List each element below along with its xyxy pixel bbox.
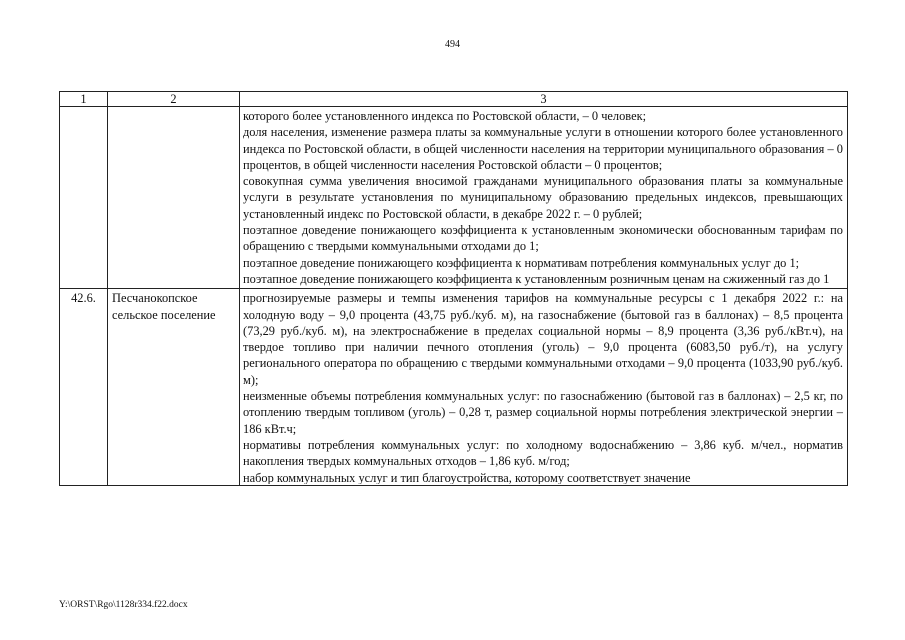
header-col-2: 2 — [108, 92, 240, 107]
paragraph: совокупная сумма увеличения вносимой гражданами муниципального образования платы за коммунальные услуги в результате установления по муниципальному образованию предельных индексов, превышающих установленный индекс по Ростовской области, в декабре 2022 г. – 0 рублей; — [243, 174, 843, 221]
paragraph: поэтапное доведение понижающего коэффициента к установленным розничным ценам на сжиженный газ до 1 — [243, 271, 830, 286]
table-row — [60, 289, 848, 485]
row-content — [240, 289, 848, 485]
table-row — [60, 107, 848, 289]
paragraph: доля населения, изменение размера платы за коммунальные услуги в отношении которого более установленного индекса по Ростовской области, в общей численности населения на территории муниципального образования – 0 процентов, в общей численности населения Ростовской области – 0 процентов; — [243, 125, 843, 172]
row-number — [60, 107, 108, 289]
document-table — [59, 91, 848, 486]
table-header-row — [60, 92, 848, 107]
paragraph: поэтапное доведение понижающего коэффициента к нормативам потребления коммунальных услуг до 1; — [243, 255, 800, 270]
header-col-3: 3 — [240, 92, 848, 107]
paragraph: набор коммунальных услуг и тип благоустройства, которому соответствует значение — [243, 470, 691, 484]
page-number: 494 — [445, 39, 460, 50]
footer-file-path: Y:\ORST\Rgo\1128r334.f22.docx — [59, 600, 188, 610]
row-content — [240, 107, 848, 289]
paragraph: неизменные объемы потребления коммунальных услуг: по газоснабжению (бытовой газ в баллонах) – 2,5 кг, по отоплению твердым топливом (уголь) – 0,28 т, размер социальной нормы потребления электрической энергии – 186 кВт.ч; — [243, 389, 843, 436]
municipality-name — [108, 107, 240, 289]
header-col-1: 1 — [60, 92, 108, 107]
row-number: 42.6. — [60, 289, 108, 485]
paragraph: которого более установленного индекса по Ростовской области, – 0 человек; — [243, 109, 647, 123]
paragraph: прогнозируемые размеры и темпы изменения тарифов на коммунальные ресурсы с 1 декабря 2022 г.: на холодную воду – 9,0 процента (43,75 руб./куб. м), на газоснабжение (бытовой газ в баллонах) – 8,5 процента (73,29 руб./куб. м), на электроснабжение в пределах социальной нормы – 8,9 процента (3,36 руб./кВт.ч), на твердое топливо при наличии печного отопления (уголь) – 9,0 процента (6083,50 руб./т), на услугу регионального оператора по обращению с твердыми коммунальными отходами – 9,0 процента (1033,90 руб./куб. м); — [243, 291, 843, 387]
paragraph: нормативы потребления коммунальных услуг: по холодному водоснабжению – 3,86 куб. м/чел., норматив накопления твердых коммунальных отходов – 1,86 куб. м/год; — [243, 437, 843, 469]
municipality-name: Песчанокопское сельское поселение — [108, 289, 240, 485]
paragraph: поэтапное доведение понижающего коэффициента к установленным экономически обоснованным тарифам по обращению с твердыми коммунальными отходами до 1; — [243, 223, 843, 254]
